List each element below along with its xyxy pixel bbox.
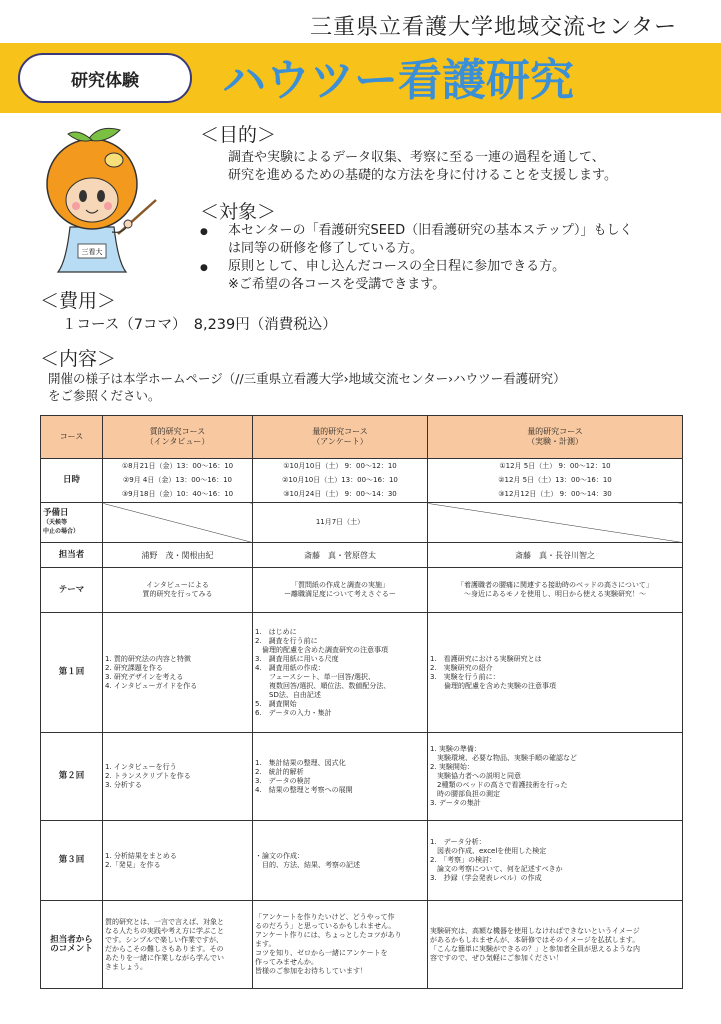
table-row-session-3 (41, 821, 683, 901)
theme-qualitative: インタビューによる 質的研究を行ってみる (103, 568, 253, 613)
label-dates: 日時 (41, 459, 103, 503)
label-theme: テーマ (41, 568, 103, 613)
table-row-theme (41, 568, 683, 613)
label-session-1: 第１回 (41, 613, 103, 733)
header-quantitative-survey: 量的研究コース （アンケート） (253, 416, 428, 459)
dates-survey: ①10月10日（土） 9：00〜12：10 ②10月10日（土）13：00〜16：10 ③10月24日（土） 9：00〜14：30 (253, 459, 428, 503)
purpose-heading: ＜目的＞ (200, 124, 277, 146)
session-3-experiment: 1. データ分析： 図表の作成、excelを使用した検定 2. 「考察」の検討： 論文の考察について、何を記述すべきか 3. 抄録（学会発表レベル）の作成 (428, 821, 683, 901)
session-1-qualitative: 1. 質的研究法の内容と特徴 2. 研究課題を作る 3. 研究デザインを考える 4. インタビューガイドを作る (103, 613, 253, 733)
table-row-comments (41, 901, 683, 989)
comment-survey: 「アンケートを作りたいけど、どうやって作 るのだろう」と思っているかもしれません。 アンケート作りには、ちょっとしたコツがあり ます。 コツを知り、ゼロから一緒にアンケートを 作ってみませんか。 皆様のご参加をお待ちしています！ (253, 901, 428, 989)
theme-survey: 「質問紙の作成と調査の実施」 ー離職満足度について考えさぐるー (253, 568, 428, 613)
label-staff: 担当者 (41, 543, 103, 568)
dates-experiment: ①12月 5日（土） 9：00〜12：10 ②12月 5日（土）13：00〜16：10 ③12月12日（土） 9：00〜14：30 (428, 459, 683, 503)
comment-experiment: 実験研究は、高額な機器を使用しなければできないというイメージ があるかもしれませんが、本研修ではそのイメージを払拭します。 「こんな簡単に実験ができるの？」と参加者全員が思えるような内 容ですので、ぜひ気軽にご参加ください！ (428, 901, 683, 989)
course-table (40, 415, 683, 989)
reserve-experiment-none (428, 503, 683, 543)
purpose-line-1: 調査や実験によるデータ収集、考察に至る一連の過程を通して、 (228, 150, 605, 165)
page-title: ハウツー看護研究 (222, 55, 574, 106)
staff-survey: 斎藤 真・菅原啓太 (253, 543, 428, 568)
orange-mascot-icon (28, 122, 168, 286)
label-session-2: 第２回 (41, 733, 103, 821)
table-row-dates (41, 459, 683, 503)
label-session-3: 第３回 (41, 821, 103, 901)
header-quantitative-experiment: 量的研究コース （実験・計測） (428, 416, 683, 459)
session-2-qualitative: 1. インタビューを行う 2. トランスクリプトを作る 3. 分析する (103, 733, 253, 821)
session-3-qualitative: 1. 分析結果をまとめる 2.「発見」を作る (103, 821, 253, 901)
content-line-2: をご参照ください。 (48, 388, 161, 403)
header-course: コース (41, 416, 103, 459)
label-reserve: 予備日 （天候等 中止の場合） (41, 503, 103, 543)
table-header-row (41, 416, 683, 459)
session-2-survey: 1. 集計結果の整理、図式化 2. 統計的解析 3. データの検討 4. 結果の整理と考察への展開 (253, 733, 428, 821)
theme-experiment: 「着護職者の腰痛に関連する接助時のベッドの高さについて」 〜身近にあるモノを使用し、明日から使える実験研究！〜 (428, 568, 683, 613)
reserve-qualitative-none (103, 503, 253, 543)
session-1-experiment: 1. 看護研究における実験研究とは 2. 実験研究の紹介 3. 実験を行う前に： 倫理的配慮を含めた実験の注意事項 (428, 613, 683, 733)
dates-qualitative: ①8月21日（金）13：00〜16：10 ②9月 4日（金）13：00〜16：10 ③9月18日（金）10：40〜16：10 (103, 459, 253, 503)
reserve-survey: 11月7日（土） (253, 503, 428, 543)
purpose-line-2: 研究を進めるための基礎的な方法を身に付けることを支援します。 (228, 168, 617, 183)
table-row-session-1 (41, 613, 683, 733)
target-bullet-1-cont: は同等の研修を修了している方。 (228, 241, 424, 256)
content-heading: ＜内容＞ (40, 348, 117, 370)
comment-qualitative: 質的研究とは、一言で言えば、対象と なる人たちの実践や考え方に学ぶこと です。シンプルで楽しい作業ですが、 だからこその難しさもあります。その あたりを一緒に作業しながら学んでい きましょう。 (103, 901, 253, 989)
target-bullet-2: ● 原則として、申し込んだコースの全日程に参加できる方。 (228, 258, 565, 275)
target-bullet-2-note: ※ご希望の各コースを受講できます。 (228, 277, 446, 292)
table-row-reserve (41, 503, 683, 543)
mascot-label: 三看大 (81, 248, 103, 256)
target-bullet-1: ● 本センターの「看護研究SEED（旧看護研究の基本ステップ）」もしく (228, 222, 633, 239)
label-comments: 担当者から のコメント (41, 901, 103, 989)
content-line-1: 開催の様子は本学ホームページ（//三重県立看護大学›地域交流センター›ハウツー看護研究） (48, 371, 566, 386)
session-2-experiment: 1. 実験の準備： 実験環境、必要な物品、実験手順の確認など 2. 実験開始： 実験協力者への説明と同意 2種類のベッドの高さで看護技術を行った 時の腰部負担の測定 3. データの集計 (428, 733, 683, 821)
target-heading: ＜対象＞ (200, 201, 277, 223)
fee-text: １コース（7コマ） 8,239円（消費税込） (62, 317, 337, 333)
badge-research-experience: 研究体験 (18, 53, 192, 103)
header-qualitative: 質的研究コース （インタビュー） (103, 416, 253, 459)
table-row-staff (41, 543, 683, 568)
organization-name: 三重県立看護大学地域交流センター (310, 15, 678, 40)
table-row-session-2 (41, 733, 683, 821)
session-3-survey: ・論文の作成： 目的、方法、結果、考察の記述 (253, 821, 428, 901)
fee-heading: ＜費用＞ (40, 290, 117, 312)
staff-qualitative: 浦野 茂・関根由紀 (103, 543, 253, 568)
session-1-survey: 1. はじめに 2. 調査を行う前に 倫理的配慮を含めた調査研究の注意事項 3. 調査用紙に用いる尺度 4. 調査用紙の作成： フェースシート、単一回答/選択、 複数回答/選択、順位法、数値配分法、 SD法、自由記述 5. 調査開始 6. データの入力・集計 (253, 613, 428, 733)
staff-experiment: 斎藤 真・長谷川智之 (428, 543, 683, 568)
